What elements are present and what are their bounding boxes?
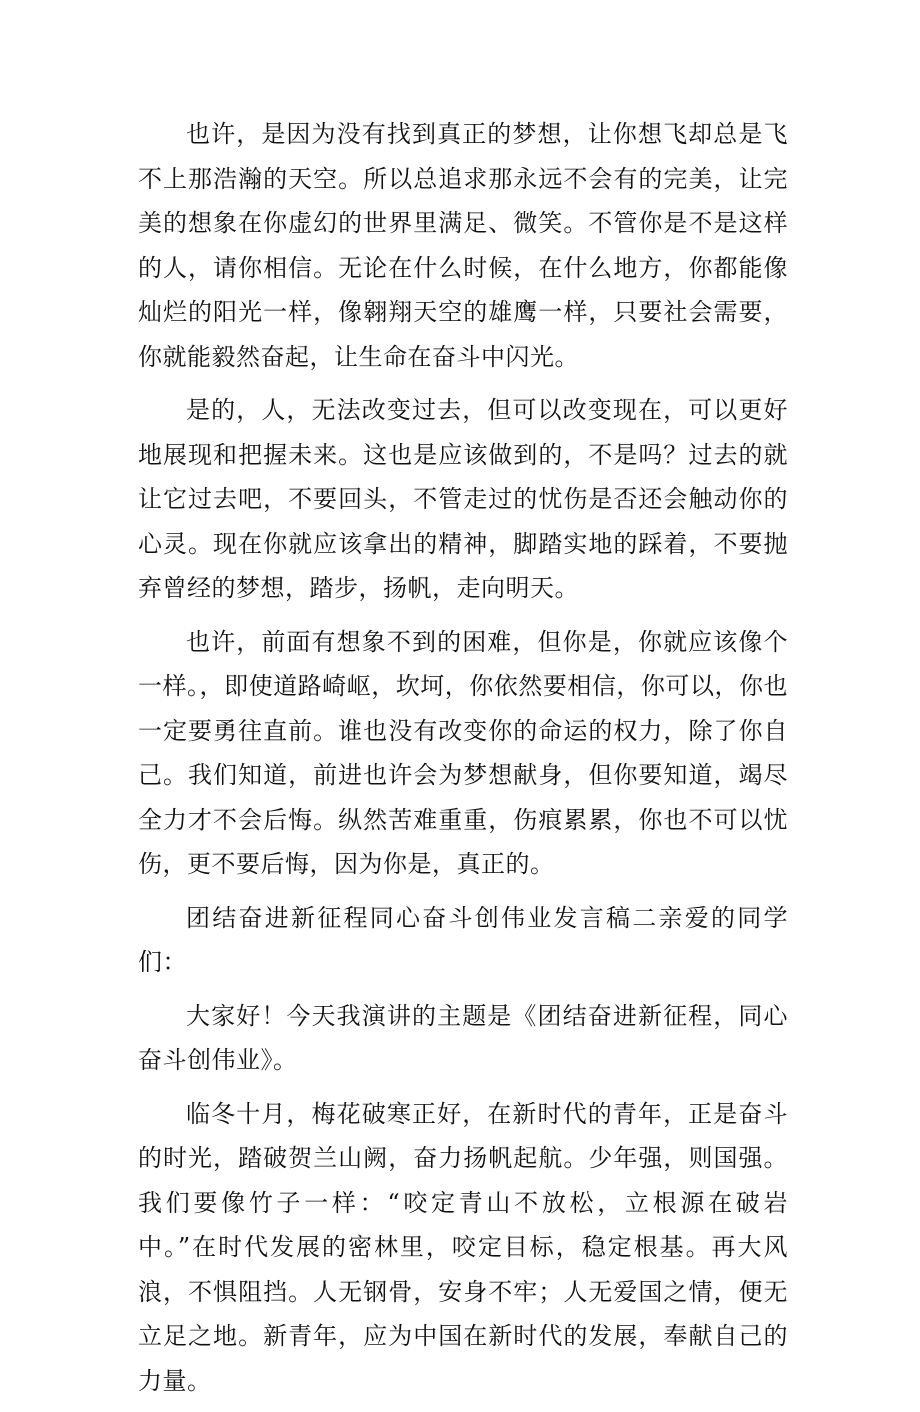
paragraph-5: 大家好！今天我演讲的主题是《团结奋进新征程，同心奋斗创伟业》。	[138, 1001, 788, 1074]
paragraph-4: 团结奋进新征程同心奋斗创伟业发言稿二亲爱的同学们：	[138, 903, 788, 976]
paragraph-2: 是的，人，无法改变过去，但可以改变现在，可以更好地展现和把握未来。这也是应该做到的，不是吗？过去的就让它过去吧，不要回头，不管走过的忧伤是否还会触动你的心灵。现在你就应该拿出的精神，脚踏实地的踩着，不要抛弃曾经的梦想，踏步，扬帆，走向明天。	[138, 396, 788, 602]
paragraph-6: 临冬十月，梅花破寒正好，在新时代的青年，正是奋斗的时光，踏破贺兰山阙，奋力扬帆起航。少年强，则国强。我们要像竹子一样：“咬定青山不放松，立根源在破岩中。”在时代发展的密林里，咬定目标，稳定根基。再大风浪，不惧阻挡。人无钢骨，安身不牢；人无爱国之情，便无立足之地。新青年，应为中国在新时代的发展，奉献自己的力量。	[138, 1099, 788, 1395]
document-body	[138, 112, 788, 1412]
paragraph-3: 也许，前面有想象不到的困难，但你是，你就应该像个一样。，即使道路崎岖，坎坷，你依然要相信，你可以，你也一定要勇往直前。谁也没有改变你的命运的权力，除了你自己。我们知道，前进也许会为梦想献身，但你要知道，竭尽全力才不会后悔。纵然苦难重重，伤痕累累，你也不可以忧伤，更不要后悔，因为你是，真正的。	[138, 627, 788, 878]
paragraph-1: 也许，是因为没有找到真正的梦想，让你想飞却总是飞不上那浩瀚的天空。所以总追求那永远不会有的完美，让完美的想象在你虚幻的世界里满足、微笑。不管你是不是这样的人，请你相信。无论在什么时候，在什么地方，你都能像灿烂的阳光一样，像翱翔天空的雄鹰一样，只要社会需要，你就能毅然奋起，让生命在奋斗中闪光。	[138, 120, 788, 371]
